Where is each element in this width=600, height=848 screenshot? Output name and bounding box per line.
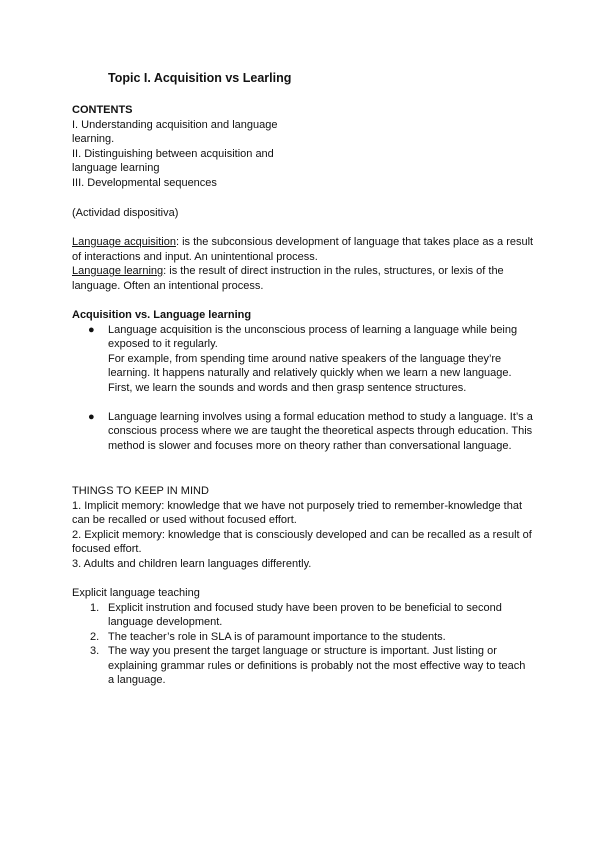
contents-line: III. Developmental sequences <box>72 176 217 189</box>
bullet-icon: ● <box>88 410 95 423</box>
comparison-heading: Acquisition vs. Language learning <box>72 309 252 321</box>
definition-learning <box>72 264 534 293</box>
contents-section <box>72 103 534 190</box>
list-item-text: The way you present the target language or structure is important. Just listing or explaining grammar rules or definitions is probably not the most effective way to teach a language. <box>108 645 526 686</box>
list-number: 1. <box>90 601 100 614</box>
definition-learning-text: : is the result of direct instruction in the rules, structures, or lexis of the language. Often an intentional process. <box>72 265 504 292</box>
list-item <box>72 630 534 645</box>
contents-heading: CONTENTS <box>72 104 133 116</box>
list-item <box>72 644 534 688</box>
activity-note: (Actividad dispositiva) <box>72 207 179 219</box>
list-item-text: Language learning involves using a formal education method to study a language. It’s a conscious process where we are taught the theoretical aspects through education. This method is slower and focuses more on theory rather than conversational language. <box>108 410 533 452</box>
contents-line: language learning <box>72 162 160 174</box>
list-number: 2. <box>90 630 100 643</box>
bullet-icon: ● <box>88 323 95 336</box>
keep-in-mind-section <box>72 484 534 571</box>
list-item: 2. Explicit memory: knowledge that is consciously developed and can be recalled as a result of focused effort. <box>72 528 532 555</box>
explicit-list <box>72 601 534 688</box>
explicit-teaching-section <box>72 586 534 688</box>
list-item-text: The teacher’s role in SLA is of paramount importance to the students. <box>108 630 446 643</box>
term-learning: Language learning <box>72 265 164 277</box>
contents-line: I. Understanding acquisition and language <box>72 118 278 131</box>
list-item: 1. Implicit memory: knowledge that we have not purposely tried to remember-knowledge that can be recalled or used without focused effort. <box>72 499 522 526</box>
list-number: 3. <box>90 645 100 657</box>
contents-line: II. Distinguishing between acquisition and <box>72 147 274 160</box>
list-item <box>72 601 534 630</box>
page-title: Topic I. Acquisition vs Learling <box>108 71 292 85</box>
list-item-text: For example, from spending time around native speakers of the language they’re learning. It happens naturally and relatively quickly when we learn a new language. First, we learn the sounds and words and then grasp sentence structures. <box>108 352 512 394</box>
contents-line: learning. <box>72 133 115 145</box>
keep-in-mind-heading: THINGS TO KEEP IN MIND <box>72 485 209 497</box>
comparison-list <box>72 323 534 454</box>
list-item-text: Language acquisition is the unconscious process of learning a language while being exposed to it regularly. <box>108 323 518 350</box>
list-item <box>72 410 534 454</box>
term-acquisition: Language acquisition <box>72 236 176 248</box>
explicit-heading: Explicit language teaching <box>72 587 200 599</box>
definitions-section <box>72 235 534 293</box>
comparison-section <box>72 308 534 453</box>
list-item-text: Explicit instrution and focused study have been proven to be beneficial to second language development. <box>108 601 502 628</box>
list-item: 3. Adults and children learn languages differently. <box>72 557 312 570</box>
list-item <box>72 323 534 396</box>
definition-acquisition-text: : is the subconsious development of language that takes place as a result of interactions and input. An unintentional process. <box>72 236 534 263</box>
definition-acquisition <box>72 235 534 264</box>
